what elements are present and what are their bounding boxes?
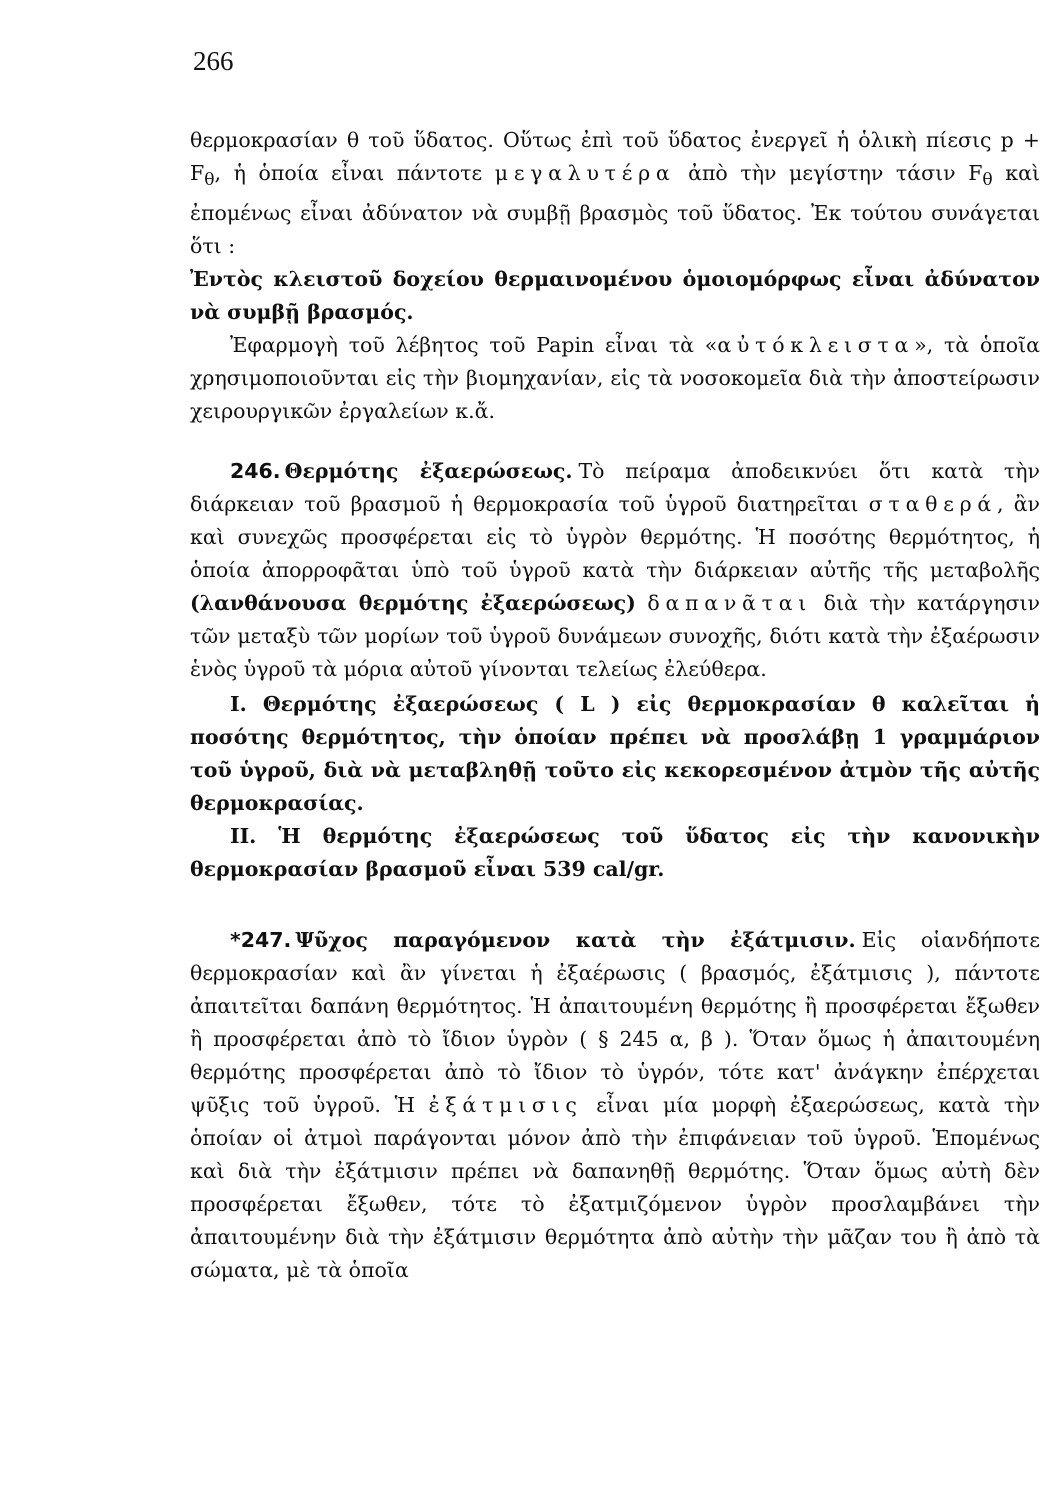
spaced-emphasis: σταθερά: [868, 492, 997, 517]
bold-term: (λανθάνουσα θερμότης ἐξαερώσεως): [190, 591, 636, 616]
section-247: [190, 924, 1040, 1287]
text-run: Ἐφαρμογὴ τοῦ λέβητος τοῦ Papin εἶναι τὰ «: [230, 333, 718, 358]
text-run: Τὸ πείραμα ἀποδεικνύει ὅτι κατὰ τὴν διάρκειαν τοῦ βρασμοῦ ἡ θερμοκρασία τοῦ ὑγροῦ διατηρεῖται: [190, 459, 1040, 517]
subscript: θ: [204, 170, 215, 191]
paragraph-papin-autoclave: [190, 329, 1040, 428]
text-run: », τὰ ὁποῖα χρησιμοποιοῦνται εἰς τὴν βιομηχανίαν, εἰς τὰ νοσοκομεῖα διὰ τὴν ἀποστείρωσιν χειρουργικῶν ἐργαλείων κ.ἄ.: [190, 333, 1040, 424]
text-run: ἀπὸ τὴν μεγίστην τάσιν F: [675, 161, 983, 185]
text-run: καὶ ἐπομένως εἶναι ἀδύνατον νὰ συμβῇ βρασμὸς τοῦ ὕδατος. Ἐκ τούτου συνάγεται ὅτι :: [190, 161, 1041, 259]
section-number: 246.: [230, 459, 281, 484]
text-run: Εἰς οἱανδήποτε θερμοκρασίαν καὶ ἂν γίνεται ἡ ἐξαέρωσις ( βρασμός, ἐξάτμισις ), πάντοτε ἀπαιτεῖται δαπάνη θερμότητος. Ἡ ἀπαιτουμένη θερμότης ἢ προσφέρεται ἔξωθεν ἢ προσφέρεται ἀπὸ τὸ ἴδιον ὑγρὸν ( § 245 α, β ). Ὅταν ὅμως ἡ ἀπαιτουμένη θερμότης προσφέρεται ἀπὸ τὸ ἴδιον τὸ ὑγρόν, τότε κατ' ἀνάγκην ἐπέρχεται ψῦξις τοῦ ὑγροῦ. Ἡ: [190, 928, 1040, 1118]
subscript: θ: [982, 170, 993, 191]
rule-two: II. Ἡ θερμότης ἐξαερώσεως τοῦ ὕδατος εἰς τὴν κανονικὴν θερμοκρασίαν βρασμοῦ εἶναι 539 cal/gr.: [190, 824, 1040, 882]
section-246: [190, 455, 1040, 686]
spaced-emphasis: μεγαλυτέρα: [494, 161, 676, 185]
page-body: [190, 124, 1040, 1287]
text-run: θερμοκρασίαν θ τοῦ ὕδατος. Οὕτως ἐπὶ τοῦ ὕδατος ἐνεργεῖ ἡ ὁλικὴ πίεσις p + F: [190, 128, 1040, 185]
section-title: Θερμότης ἐξαερώσεως.: [284, 459, 573, 484]
bold-conclusion: Ἐντὸς κλειστοῦ δοχείου θερμαινομένου ὁμοιομόρφως εἶναι ἀδύνατον νὰ συμβῇ βρασμός.: [190, 267, 1040, 325]
text-run: , ἂν καὶ συνεχῶς προσφέρεται εἰς τὸ ὑγρὸν θερμότης. Ἡ ποσότης θερμότητος, ἡ ὁποία ἀπορροφᾶται ὑπὸ τοῦ ὑγροῦ κατὰ τὴν διάρκειαν αὐτῆς τῆς μεταβολῆς: [190, 492, 1040, 583]
text-run: διὰ τὴν κατάργησιν τῶν μεταξὺ τῶν μορίων τοῦ ὑγροῦ δυνάμεων συνοχῆς, διότι κατὰ τὴν ἐξαέρωσιν ἑνὸς ὑγροῦ τὰ μόρια αὐτοῦ γίνονται τελείως ἐλεύθερα.: [190, 591, 1040, 682]
rule-one: I. Θερμότης ἐξαερώσεως ( L ) εἰς θερμοκρασίαν θ καλεῖται ἡ ποσότης θερμότητος, τὴν ὁποίαν πρέπει νὰ προσλάβῃ 1 γραμμάριον τοῦ ὑγροῦ, διὰ νὰ μεταβληθῇ τοῦτο εἰς κεκορεσμένον ἀτμὸν τῆς αὐτῆς θερμοκρασίας.: [190, 692, 1040, 816]
text-run: [636, 591, 648, 615]
paragraph-boiling-pressure: [190, 124, 1040, 263]
spaced-emphasis: δαπανᾶται: [647, 591, 813, 616]
spaced-emphasis: ἐξάτμισις: [428, 1093, 583, 1118]
text-run: εἶναι μία μορφὴ ἐξαερώσεως, κατὰ τὴν ὁποίαν οἱ ἀτμοὶ παράγονται μόνον ἀπὸ τὴν ἐπιφάνειαν τοῦ ὑγροῦ. Ἑπομένως καὶ διὰ τὴν ἐξάτμισιν πρέπει νὰ δαπανηθῇ θερμότης. Ὅταν ὅμως αὐτὴ δὲν προσφέρεται ἔξωθεν, τότε τὸ ἐξατμιζόμενον ὑγρὸν προσλαμβάνει τὴν ἀπαιτουμένην διὰ τὴν ἐξάτμισιν θερμότητα ἀπὸ αὐτὴν τὴν μᾶζαν του ἢ ἀπὸ τὰ σώματα, μὲ τὰ ὁποῖα: [190, 1093, 1040, 1283]
section-title: Ψῦχος παραγόμενον κατὰ τὴν ἐξάτμισιν.: [295, 928, 856, 953]
spaced-emphasis: αὐτόκλειστα: [717, 333, 915, 358]
section-number: *247.: [230, 928, 292, 953]
page-number: 266: [193, 46, 234, 76]
text-run: , ἡ ὁποία εἶναι πάντοτε: [214, 161, 495, 185]
